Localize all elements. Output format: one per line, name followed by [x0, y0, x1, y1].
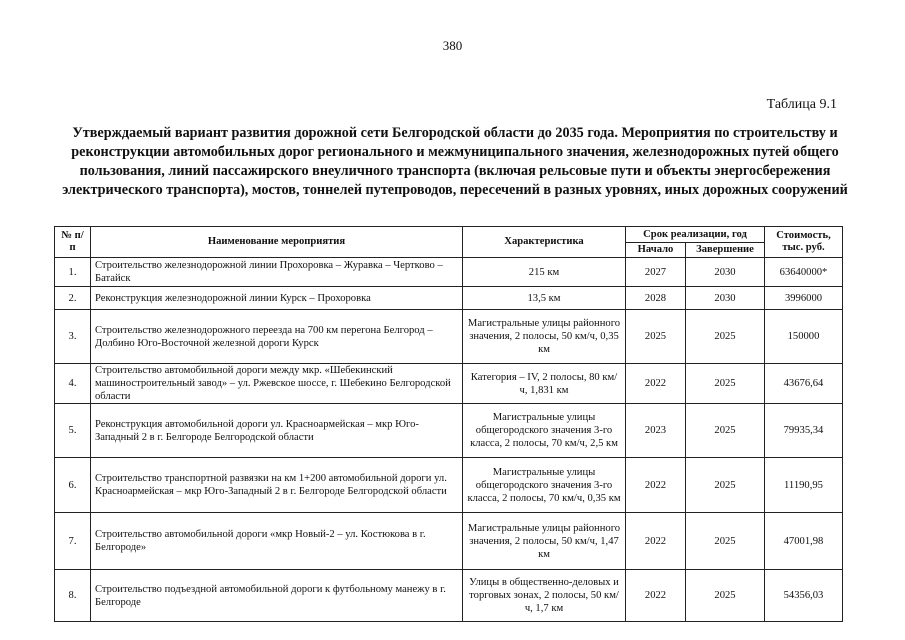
- row-name: Строительство железнодорожного переезда на 700 км перегона Белгород – Долбино Юго-Восточной железной дороги Курск: [91, 310, 463, 364]
- row-characteristic: Категория – IV, 2 полосы, 80 км/ч, 1,831 км: [463, 364, 626, 404]
- row-cost: 47001,98: [765, 513, 843, 570]
- row-start-year: 2025: [626, 310, 686, 364]
- row-name: Реконструкция железнодорожной линии Курск – Прохоровка: [91, 287, 463, 310]
- row-number: 5.: [55, 404, 91, 458]
- table-row: [55, 404, 843, 458]
- document-title: Утверждаемый вариант развития дорожной сети Белгородской области до 2035 года. Мероприятия по строительству и реконструкции автомобильных дорог регионального и межмуниципального значения, железнодорожных путей общего пользования, линий пассажирского внеуличного транспорта (включая рельсовые пути и объекты энергосбережения электрического транспорта), мостов, тоннелей путепроводов, пересечений в разных уровнях, иных дорожных сооружений: [62, 125, 848, 198]
- row-cost: 54356,03: [765, 570, 843, 622]
- row-cost: 150000: [765, 310, 843, 364]
- row-characteristic: 13,5 км: [463, 287, 626, 310]
- row-cost: 43676,64: [765, 364, 843, 404]
- header-start: Начало: [626, 243, 686, 258]
- header-characteristic: Характеристика: [463, 227, 626, 258]
- row-cost: 3996000: [765, 287, 843, 310]
- header-cost: Стоимость, тыс. руб.: [765, 227, 843, 258]
- row-number: 3.: [55, 310, 91, 364]
- row-cost: 11190,95: [765, 458, 843, 513]
- table-row: [55, 287, 843, 310]
- row-end-year: 2025: [686, 458, 765, 513]
- row-name: Строительство подъездной автомобильной дороги к футбольному манежу в г. Белгороде: [91, 570, 463, 622]
- row-number: 6.: [55, 458, 91, 513]
- row-characteristic: Магистральные улицы районного значения, 2 полосы, 50 км/ч, 0,35 км: [463, 310, 626, 364]
- row-name: Строительство автомобильной дороги между мкр. «Шебекинский машиностроительный завод» – ул. Ржевское шоссе, г. Шебекино Белгородской области: [91, 364, 463, 404]
- header-period: Срок реализации, год: [626, 227, 765, 243]
- row-end-year: 2025: [686, 513, 765, 570]
- row-start-year: 2027: [626, 258, 686, 287]
- projects-table: [54, 226, 843, 622]
- row-characteristic: Улицы в общественно-деловых и торговых зонах, 2 полосы, 50 км/ч, 1,7 км: [463, 570, 626, 622]
- table-row: [55, 310, 843, 364]
- header-num: № п/п: [55, 227, 91, 258]
- row-end-year: 2030: [686, 287, 765, 310]
- row-number: 7.: [55, 513, 91, 570]
- row-number: 8.: [55, 570, 91, 622]
- row-name: Строительство железнодорожной линии Прохоровка – Журавка – Чертково – Батайск: [91, 258, 463, 287]
- page-number: 380: [442, 38, 463, 53]
- row-characteristic: Магистральные улицы районного значения, 2 полосы, 50 км/ч, 1,47 км: [463, 513, 626, 570]
- row-name: Строительство автомобильной дороги «мкр Новый-2 – ул. Костюкова в г. Белгороде»: [91, 513, 463, 570]
- row-start-year: 2022: [626, 570, 686, 622]
- row-end-year: 2025: [686, 310, 765, 364]
- row-cost: 63640000*: [765, 258, 843, 287]
- row-characteristic: Магистральные улицы общегородского значения 3-го класса, 2 полосы, 70 км/ч, 0,35 км: [463, 458, 626, 513]
- row-end-year: 2025: [686, 404, 765, 458]
- row-end-year: 2025: [686, 364, 765, 404]
- row-number: 1.: [55, 258, 91, 287]
- row-name: Реконструкция автомобильной дороги ул. Красноармейская – мкр Юго-Западный 2 в г. Белгороде Белгородской области: [91, 404, 463, 458]
- table-row: [55, 570, 843, 622]
- row-start-year: 2022: [626, 513, 686, 570]
- row-start-year: 2023: [626, 404, 686, 458]
- row-end-year: 2030: [686, 258, 765, 287]
- row-number: 2.: [55, 287, 91, 310]
- row-cost: 79935,34: [765, 404, 843, 458]
- table-row: [55, 513, 843, 570]
- row-start-year: 2022: [626, 458, 686, 513]
- row-number: 4.: [55, 364, 91, 404]
- row-start-year: 2028: [626, 287, 686, 310]
- table-row: [55, 258, 843, 287]
- row-name: Строительство транспортной развязки на км 1+200 автомобильной дороги ул. Красноармейская – мкр Юго-Западный 2 в г. Белгороде Белгородской области: [91, 458, 463, 513]
- table-row: [55, 458, 843, 513]
- row-end-year: 2025: [686, 570, 765, 622]
- row-characteristic: Магистральные улицы общегородского значения 3-го класса, 2 полосы, 70 км/ч, 2,5 км: [463, 404, 626, 458]
- row-characteristic: 215 км: [463, 258, 626, 287]
- table-label: Таблица 9.1: [766, 97, 837, 112]
- header-name: Наименование мероприятия: [91, 227, 463, 258]
- row-start-year: 2022: [626, 364, 686, 404]
- table-row: [55, 364, 843, 404]
- header-end: Завершение: [686, 243, 765, 258]
